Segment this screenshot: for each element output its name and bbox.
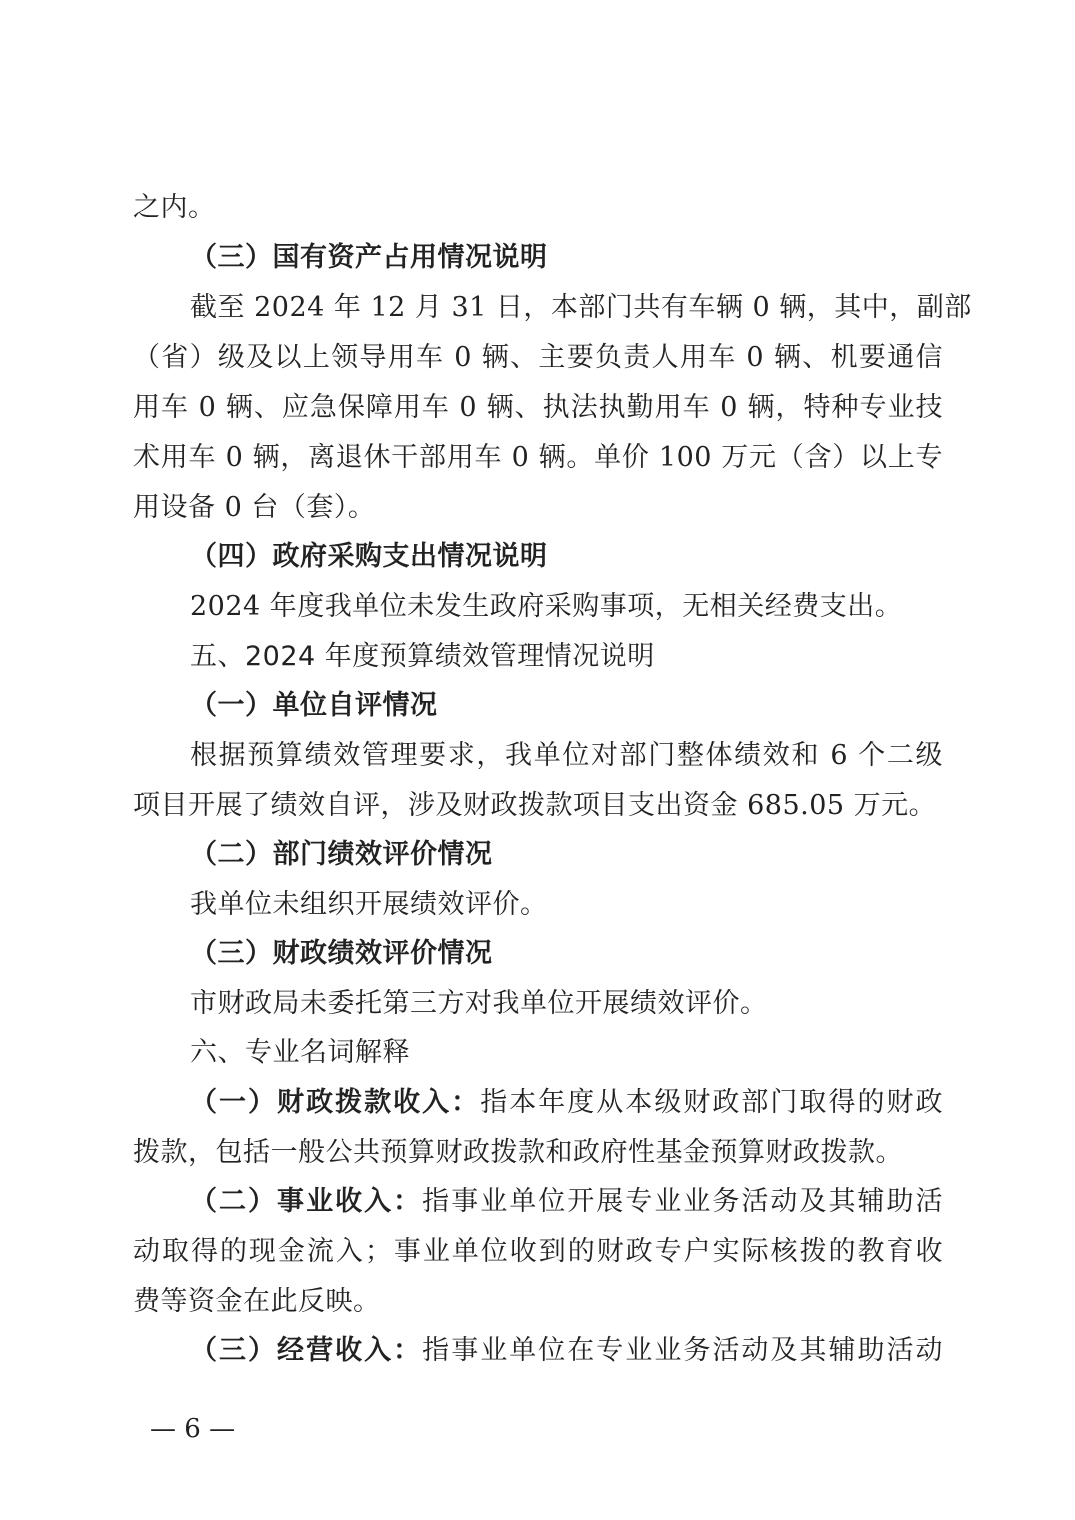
text-line: 2024 年度我单位未发生政府采购事项，无相关经费支出。 <box>190 591 903 622</box>
term-definition-line <box>190 1086 943 1120</box>
term-definition-line <box>190 1185 943 1219</box>
text-line: 市财政局未委托第三方对我单位开展绩效评价。 <box>190 988 768 1019</box>
term-name: （三）经营收入： <box>190 1335 423 1366</box>
section-heading: （四）政府采购支出情况说明 <box>190 541 548 572</box>
term-definition-line <box>190 1334 943 1368</box>
text-line: 费等资金在此反映。 <box>133 1286 381 1317</box>
text-line: 拨款，包括一般公共预算财政拨款和政府性基金预算财政拨款。 <box>133 1137 903 1168</box>
text-line: 动取得的现金流入；事业单位收到的财政专户实际核拨的教育收 <box>133 1236 943 1267</box>
text-line: 截至 2024 年 12 月 31 日，本部门共有车辆 0 辆，其中，副部 <box>190 292 972 323</box>
term-text: 指本年度从本级财政部门取得的财政 <box>480 1087 944 1118</box>
text-line: 术用车 0 辆，离退休干部用车 0 辆。单价 100 万元（含）以上专 <box>133 442 943 473</box>
term-text: 指事业单位开展专业业务活动及其辅助活 <box>422 1186 944 1217</box>
text-line: （省）级及以上领导用车 0 辆、主要负责人用车 0 辆、机要通信 <box>133 342 943 373</box>
text-line: 用车 0 辆、应急保障用车 0 辆、执法执勤用车 0 辆，特种专业技 <box>133 392 943 423</box>
term-text: 指事业单位在专业业务活动及其辅助活动 <box>422 1335 944 1366</box>
text-line: 用设备 0 台（套）。 <box>133 492 376 523</box>
text-line: 项目开展了绩效自评，涉及财政拨款项目支出资金 685.05 万元。 <box>133 790 937 821</box>
section-heading: （二）部门绩效评价情况 <box>190 839 493 870</box>
chapter-heading: 五、2024 年度预算绩效管理情况说明 <box>190 641 655 672</box>
section-heading: （一）单位自评情况 <box>190 690 438 721</box>
section-heading: （三）国有资产占用情况说明 <box>190 242 548 273</box>
term-name: （二）事业收入： <box>190 1186 423 1217</box>
page-number: — 6 — <box>150 1414 236 1444</box>
chapter-heading: 六、专业名词解释 <box>190 1037 410 1068</box>
term-name: （一）财政拨款收入： <box>190 1087 481 1118</box>
text-line: 根据预算绩效管理要求，我单位对部门整体绩效和 6 个二级 <box>190 740 943 771</box>
text-line: 我单位未组织开展绩效评价。 <box>190 889 548 920</box>
text-line: 之内。 <box>133 192 216 223</box>
section-heading: （三）财政绩效评价情况 <box>190 938 493 969</box>
